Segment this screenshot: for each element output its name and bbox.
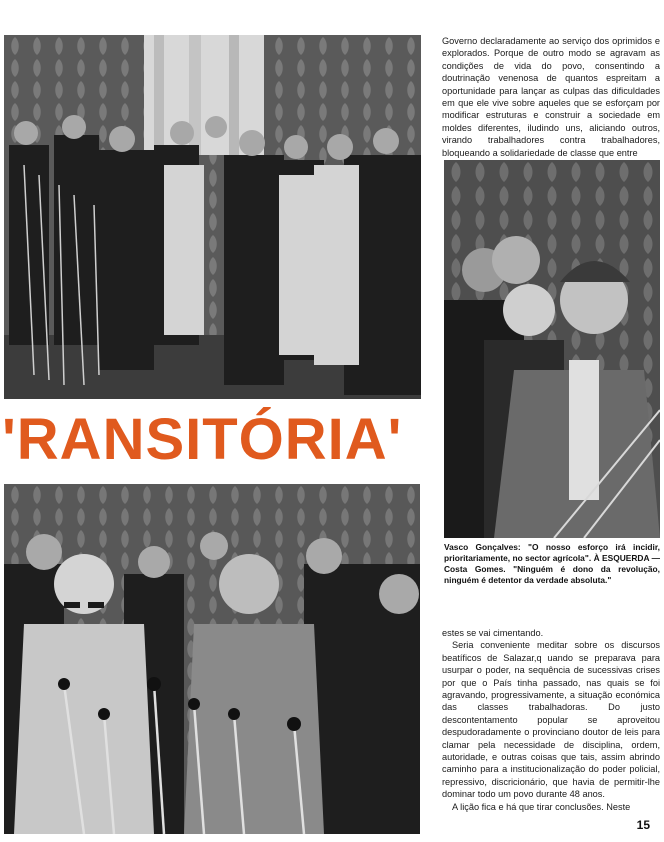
photo-crowd-illustration xyxy=(4,35,421,399)
page-number: 15 xyxy=(636,818,650,832)
photo-costa-gomes xyxy=(4,484,420,834)
photo-microphones-illustration xyxy=(4,484,420,834)
article-paragraph: Seria conveniente meditar sobre os discursos beatíficos de Salazar,q uando se preparava para usurpar o poder, na sequência de sucessivas crises por que o País tinha passado, nas quais se foi agravando, progressivamente, a situação económica das classes trabalhadoras. Do justo descontentamento popular se aproveitou despudoradamente o provinciano doutor de leis para clamar pela necessidade de disciplina, ordem, autoridade, e outras coisas que tais, assim abrindo caminho para a institucionalização do poder policial, repressivo, discricionário, que havia de permitir-lhe dominar todo um povo durante 48 anos. xyxy=(442,640,660,800)
headline: 'RANSITÓRIA' xyxy=(2,407,403,472)
photo-press-conference-crowd xyxy=(4,35,421,399)
article-paragraph: estes se vai cimentando. xyxy=(442,628,544,638)
photo-vasco-goncalves xyxy=(444,160,660,538)
photo-caption: Vasco Gonçalves: "O nosso esforço irá incidir, prioritariamente, no sector agrícola". À ESQUERDA — Costa Gomes. "Ninguém é dono da revolução, ninguém é detentor da verdade absoluta." xyxy=(444,542,660,585)
photo-portrait-illustration xyxy=(444,160,660,538)
article-column-top xyxy=(442,35,660,160)
article-column-bottom xyxy=(442,627,660,827)
article-paragraph: A lição fica e há que tirar conclusões. Neste xyxy=(452,801,631,812)
article-paragraph: Governo declaradamente ao serviço dos oprimidos e explorados. Porque de outro modo se agravam as condições de vida do povo, consentindo a doutrinação venenosa de quantos espreitam a oportunidade para lançar as culpas das dificuldades em que ele vive sobre aqueles que se esforçam por modificar estruturas e construir a sociedade em moldes diferentes, iludindo uns, aliciando outros, virando trabalhadores contra trabalhadores, bloqueando a solidariedade de classe que entre xyxy=(442,36,660,158)
